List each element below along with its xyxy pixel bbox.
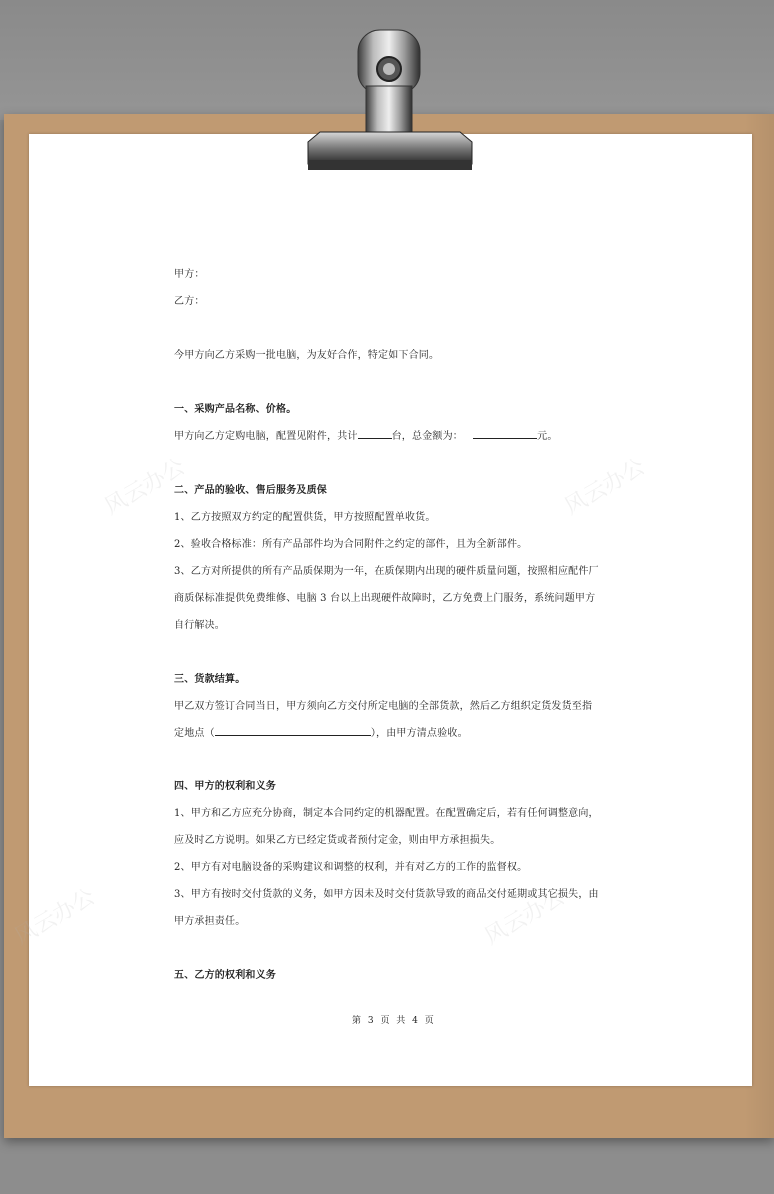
page-number: 第 3 页 共 4 页 [352,1016,436,1026]
section-title: 一、采购产品名称、价格。 [174,404,297,415]
document-page [29,134,752,1086]
paragraph-line: 甲方向乙方定购电脑，配置见附件，共计 台，总金额为： 元。 [174,431,558,442]
section-title: 二、产品的验收、售后服务及质保 [174,485,327,496]
paragraph-line: 自行解决。 [174,620,225,631]
paragraph-line: 3、甲方有按时交付货款的义务，如甲方因未及时交付货款导致的商品交付延期或其它损失，由 [174,889,599,900]
section-title: 四、甲方的权利和义务 [174,781,276,792]
quantity-blank [358,429,392,439]
paragraph-line: 2、验收合格标准：所有产品部件均为合同附件之约定的部件，且为全新部件。 [174,539,528,550]
location-blank [215,726,371,736]
paragraph-line: 1、甲方和乙方应充分协商，制定本合同约定的机器配置。在配置确定后，若有任何调整意向， [174,808,599,819]
amount-blank [473,429,537,439]
paragraph-line: 商质保标准提供免费维修、电脑 3 台以上出现硬件故障时，乙方免费上门服务，系统问题甲方 [174,593,596,604]
paragraph-line: 甲方承担责任。 [174,916,246,927]
paragraph-line: 甲乙双方签订合同当日，甲方须向乙方交付所定电脑的全部货款，然后乙方组织定货发货至指 [174,701,593,712]
paragraph-line: 应及时乙方说明。如果乙方已经定货或者预付定金，则由甲方承担损失。 [174,835,501,846]
section-title: 五、乙方的权利和义务 [174,970,276,981]
binder-clip-icon [300,24,480,180]
party-a-label: 甲方： [174,269,205,280]
paragraph-line: 1、乙方按照双方约定的配置供货，甲方按照配置单收货。 [174,512,436,523]
intro-text: 今甲方向乙方采购一批电脑，为友好合作，特定如下合同。 [174,350,440,361]
party-b-label: 乙方： [174,296,205,307]
paragraph-line: 定地点（ ），由甲方清点验收。 [174,728,468,739]
paragraph-line: 2、甲方有对电脑设备的采购建议和调整的权利，并有对乙方的工作的监督权。 [174,862,528,873]
section-title: 三、货款结算。 [174,674,246,685]
paragraph-line: 3、乙方对所提供的所有产品质保期为一年，在质保期内出现的硬件质量问题，按照相应配件厂 [174,566,599,577]
